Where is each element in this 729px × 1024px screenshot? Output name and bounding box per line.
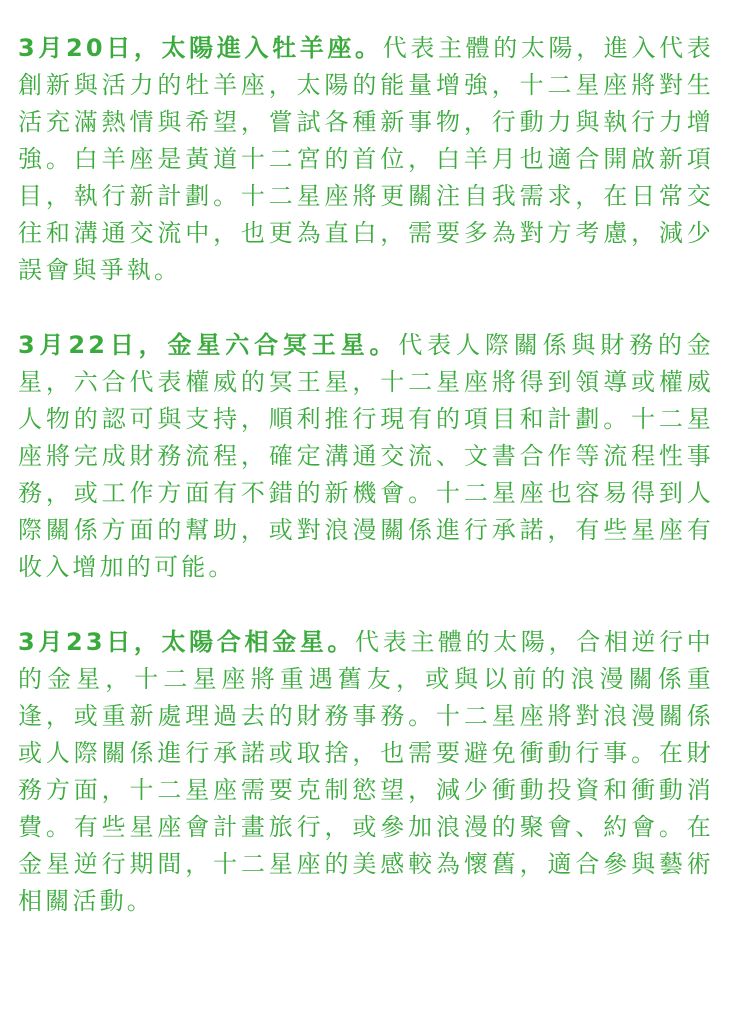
- paragraph-body: 代表人際關係與財務的金星，六合代表權威的冥王星，十二星座將得到領導或權威人物的認可與支持，順利推行現有的項目和計劃。十二星座將完成財務流程，確定溝通交流、文書合作等流程性事務，或工作方面有不錯的新機會。十二星座也容易得到人際關係方面的幫助，或對浪漫關係進行承諾，有些星座有收入增加的可能。: [18, 331, 715, 581]
- article: [18, 30, 714, 958]
- paragraph-venus-sun-aries: [18, 30, 714, 289]
- paragraph-lead: 3月20日，太陽進入牡羊座。: [18, 34, 383, 62]
- paragraph-sun-conjunct-venus: [18, 624, 714, 920]
- paragraph-body: 代表主體的太陽，合相逆行中的金星，十二星座將重遇舊友，或與以前的浪漫關係重逢，或重新處理過去的財務事務。十二星座將對浪漫關係或人際關係進行承諾或取捨，也需要避免衝動行事。在財務方面，十二星座需要克制慾望，減少衝動投資和衝動消費。有些星座會計畫旅行，或參加浪漫的聚會、約會。在金星逆行期間，十二星座的美感較為懷舊，適合參與藝術相關活動。: [18, 628, 714, 915]
- paragraph-body: 代表主體的太陽，進入代表創新與活力的牡羊座，太陽的能量增強，十二星座將對生活充滿熱情與希望，嘗試各種新事物，行動力與執行力增強。白羊座是黃道十二宮的首位，白羊月也適合開啟新項目，執行新計劃。十二星座將更關注自我需求，在日常交往和溝通交流中，也更為直白，需要多為對方考慮，減少誤會與爭執。: [18, 34, 714, 284]
- paragraph-lead: 3月22日，金星六合冥王星。: [18, 331, 399, 359]
- paragraph-lead: 3月23日，太陽合相金星。: [18, 628, 356, 656]
- paragraph-venus-sextile-pluto: [18, 327, 714, 586]
